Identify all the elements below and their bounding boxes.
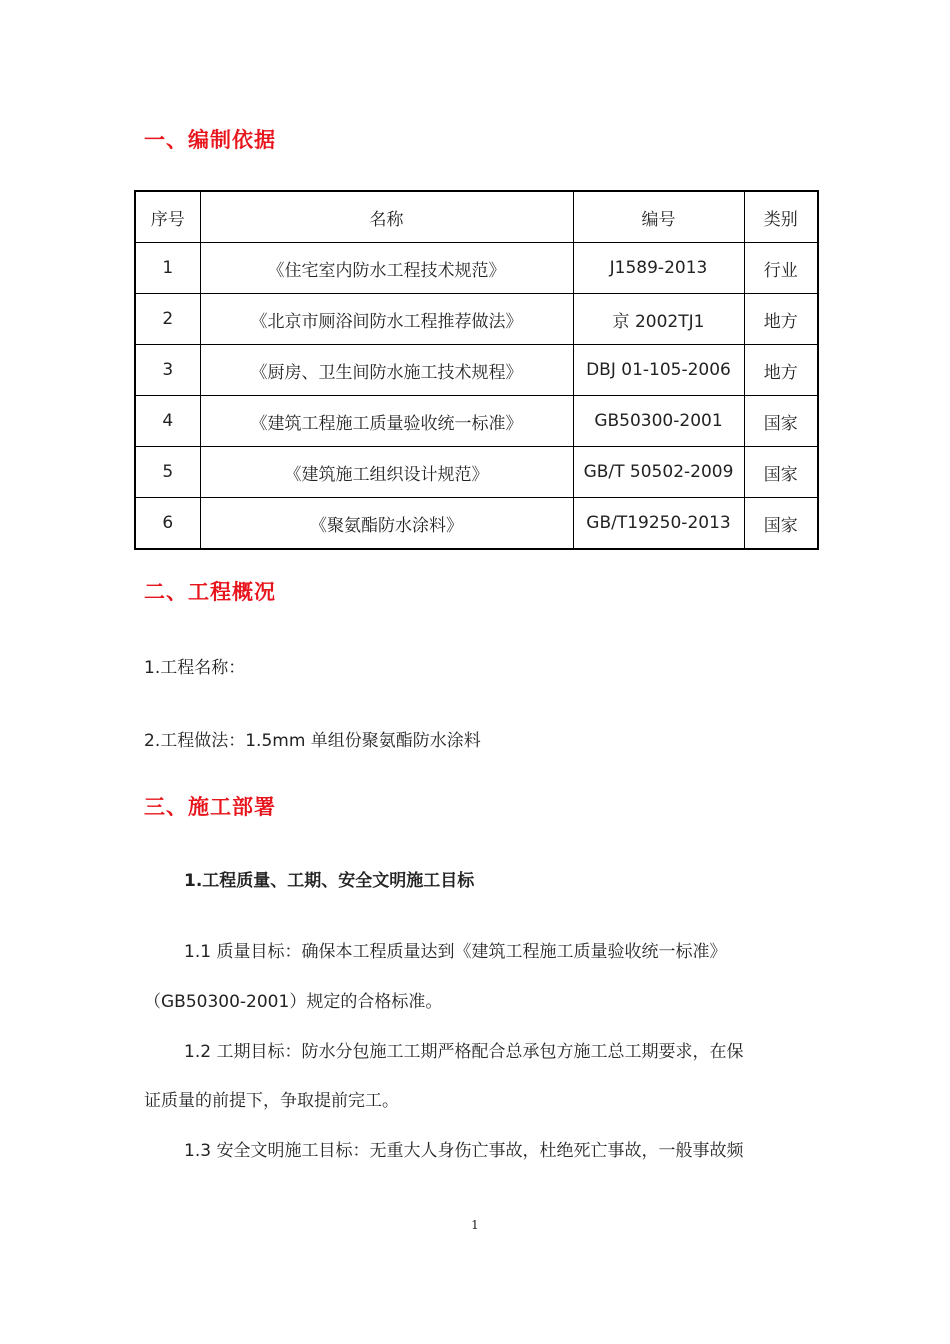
section-heading-overview: 二、工程概况 (144, 580, 276, 604)
section-heading-basis: 一、编制依据 (144, 128, 276, 152)
cell-category: 地方 (744, 345, 818, 396)
cell-code: 京 2002TJ1 (573, 294, 744, 345)
cell-category: 国家 (744, 447, 818, 498)
overview-project-name: 1.工程名称： (144, 658, 246, 678)
cell-index: 6 (135, 498, 200, 550)
cell-name: 《住宅室内防水工程技术规范》 (200, 243, 573, 294)
cell-category: 国家 (744, 498, 818, 550)
header-index: 序号 (135, 191, 200, 243)
deployment-subheading: 1.工程质量、工期、安全文明施工目标 (184, 871, 475, 891)
header-category: 类别 (744, 191, 818, 243)
table-row (135, 243, 818, 294)
cell-code: DBJ 01-105-2006 (573, 345, 744, 396)
page-number: 1 (471, 1218, 479, 1232)
standards-table (134, 190, 819, 550)
cell-code: J1589-2013 (573, 243, 744, 294)
cell-index: 3 (135, 345, 200, 396)
cell-category: 国家 (744, 396, 818, 447)
cell-code: GB/T 50502-2009 (573, 447, 744, 498)
safety-goal-line-1: 1.3 安全文明施工目标：无重大人身伤亡事故，杜绝死亡事故，一般事故频 (184, 1141, 744, 1161)
cell-name: 《建筑工程施工质量验收统一标准》 (200, 396, 573, 447)
section-heading-deployment: 三、施工部署 (144, 795, 276, 819)
cell-index: 4 (135, 396, 200, 447)
schedule-goal-line-2: 证质量的前提下，争取提前完工。 (144, 1091, 399, 1111)
table-row (135, 294, 818, 345)
cell-name: 《建筑施工组织设计规范》 (200, 447, 573, 498)
cell-category: 地方 (744, 294, 818, 345)
table-row (135, 396, 818, 447)
quality-goal-line-2: （GB50300-2001）规定的合格标准。 (144, 992, 443, 1012)
cell-name: 《厨房、卫生间防水施工技术规程》 (200, 345, 573, 396)
cell-name: 《聚氨酯防水涂料》 (200, 498, 573, 550)
table-row (135, 447, 818, 498)
overview-project-method: 2.工程做法：1.5mm 单组份聚氨酯防水涂料 (144, 731, 481, 751)
quality-goal-line-1: 1.1 质量目标：确保本工程质量达到《建筑工程施工质量验收统一标准》 (184, 942, 727, 962)
cell-index: 5 (135, 447, 200, 498)
header-name: 名称 (200, 191, 573, 243)
cell-index: 1 (135, 243, 200, 294)
cell-code: GB50300-2001 (573, 396, 744, 447)
schedule-goal-line-1: 1.2 工期目标：防水分包施工工期严格配合总承包方施工总工期要求，在保 (184, 1042, 744, 1062)
header-code: 编号 (573, 191, 744, 243)
table-header-row (135, 191, 818, 243)
cell-category: 行业 (744, 243, 818, 294)
cell-code: GB/T19250-2013 (573, 498, 744, 550)
cell-name: 《北京市厕浴间防水工程推荐做法》 (200, 294, 573, 345)
table-row (135, 345, 818, 396)
table-row (135, 498, 818, 550)
cell-index: 2 (135, 294, 200, 345)
